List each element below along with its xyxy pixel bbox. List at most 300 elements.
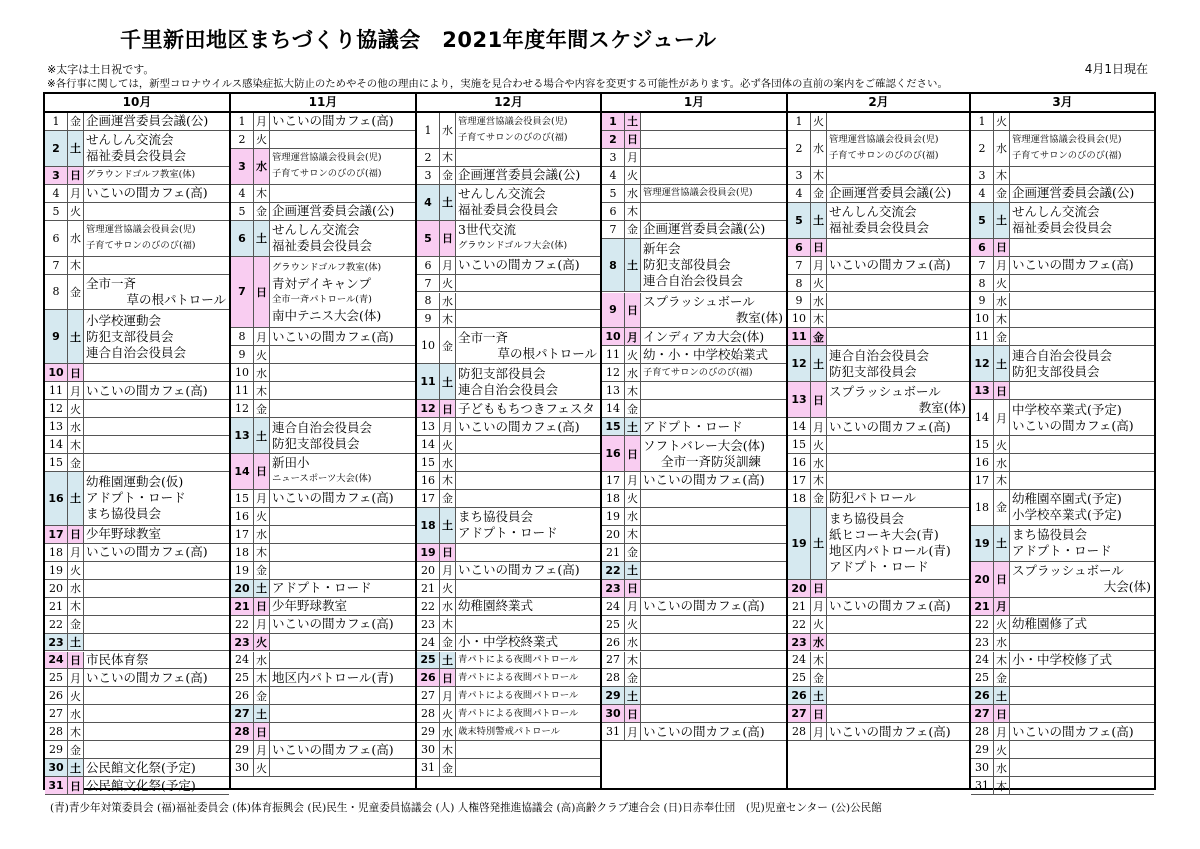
- day-number: 26: [602, 634, 625, 651]
- day-number: 9: [45, 310, 68, 363]
- weekday: 土: [994, 687, 1010, 704]
- event-cell: [641, 382, 786, 399]
- event-cell: [827, 616, 969, 633]
- event-text: グラウンドゴルフ教室(体): [86, 169, 196, 181]
- day-number: 11: [231, 382, 254, 399]
- day-number: 23: [788, 634, 811, 651]
- day-row: [417, 759, 600, 777]
- weekday: 日: [440, 544, 456, 561]
- event-cell: [1010, 741, 1154, 758]
- weekday: 火: [994, 436, 1010, 453]
- day-row: [971, 131, 1154, 167]
- day-row: [788, 454, 969, 472]
- weekday: 水: [625, 185, 641, 202]
- day-number: 7: [971, 257, 994, 274]
- event-cell: [1010, 526, 1154, 561]
- weekday: 土: [625, 562, 641, 579]
- weekday: 木: [811, 310, 827, 327]
- day-row: [788, 131, 969, 167]
- weekday: 水: [625, 364, 641, 381]
- event-text: 福祉委員会役員会: [1012, 220, 1113, 236]
- day-number: 7: [231, 257, 254, 328]
- day-row: [788, 328, 969, 346]
- weekday: 水: [254, 364, 270, 381]
- day-row: [788, 490, 969, 508]
- day-number: 13: [417, 418, 440, 435]
- weekday: 土: [440, 508, 456, 543]
- weekday: 金: [811, 669, 827, 686]
- day-number: 28: [417, 705, 440, 722]
- weekday: 火: [811, 436, 827, 453]
- event-text: 管理運営協議会役員会(児): [1012, 134, 1122, 146]
- weekday: 日: [254, 723, 270, 740]
- event-cell: [270, 203, 415, 220]
- day-number: 17: [788, 472, 811, 489]
- event-cell: [1010, 400, 1154, 435]
- weekday: 木: [254, 185, 270, 202]
- day-number: 23: [602, 580, 625, 597]
- day-row: [602, 149, 786, 167]
- day-row: [971, 346, 1154, 382]
- day-row: [231, 149, 415, 185]
- day-number: 22: [602, 562, 625, 579]
- event-text: 青パトによる夜間パトロール: [458, 653, 579, 665]
- day-number: 28: [971, 723, 994, 740]
- day-row: [231, 490, 415, 508]
- event-cell: [84, 472, 229, 525]
- day-number: 14: [45, 436, 68, 453]
- day-number: 9: [417, 310, 440, 327]
- event-cell: [641, 544, 786, 561]
- day-row: [602, 113, 786, 131]
- day-row: [788, 705, 969, 723]
- event-text: 管理運営協議会役員会(児): [643, 187, 753, 199]
- event-text: グラウンドゴルフ教室(体): [272, 261, 382, 273]
- day-number: 10: [788, 310, 811, 327]
- event-text: 防犯支部役員会: [86, 328, 174, 344]
- weekday: 日: [625, 436, 641, 471]
- event-cell: [456, 652, 600, 669]
- event-text: 3世代交流: [458, 222, 516, 238]
- day-number: 20: [45, 580, 68, 597]
- event-text: いこいの間カフェ(高): [272, 490, 394, 506]
- day-number: 24: [971, 652, 994, 669]
- day-row: [602, 346, 786, 364]
- day-row: [417, 364, 600, 400]
- weekday: 火: [994, 616, 1010, 633]
- event-cell: [84, 400, 229, 417]
- weekday: 火: [440, 580, 456, 597]
- weekday: 木: [625, 652, 641, 669]
- day-number: 19: [971, 526, 994, 561]
- weekday: 金: [440, 634, 456, 651]
- day-number: 24: [417, 634, 440, 651]
- day-number: 4: [788, 185, 811, 202]
- day-number: 24: [45, 652, 68, 669]
- weekday: 金: [994, 185, 1010, 202]
- day-row: [788, 418, 969, 436]
- event-text: まち協役員会: [458, 509, 534, 525]
- event-cell: [641, 687, 786, 704]
- event-text: 新田小: [272, 455, 310, 471]
- weekday: 月: [811, 723, 827, 740]
- event-cell: [1010, 652, 1154, 669]
- event-text: 大会(体): [1103, 579, 1151, 595]
- weekday: 水: [811, 293, 827, 310]
- weekday: 日: [68, 364, 84, 381]
- day-number: 31: [602, 723, 625, 740]
- event-cell: [270, 257, 415, 328]
- day-row: [788, 616, 969, 634]
- event-cell: [1010, 185, 1154, 202]
- day-number: 4: [602, 167, 625, 184]
- weekday: 金: [994, 328, 1010, 345]
- as-of-date: 4月1日現在: [1084, 62, 1148, 76]
- day-number: 16: [45, 472, 68, 525]
- day-number: 3: [971, 167, 994, 184]
- weekday: 土: [625, 687, 641, 704]
- weekday: 金: [68, 616, 84, 633]
- day-row: [45, 131, 229, 167]
- month-header: 10月: [45, 94, 229, 113]
- day-row: [45, 634, 229, 652]
- day-number: 12: [45, 400, 68, 417]
- event-cell: [641, 598, 786, 615]
- day-row: [971, 382, 1154, 400]
- day-row: [788, 167, 969, 185]
- weekday: 月: [254, 490, 270, 507]
- event-text: いこいの間カフェ(高): [1012, 417, 1134, 433]
- day-number: 20: [602, 526, 625, 543]
- event-cell: [270, 759, 415, 776]
- day-row: [417, 293, 600, 311]
- weekday: 火: [994, 113, 1010, 130]
- day-number: 15: [971, 436, 994, 453]
- event-cell: [641, 346, 786, 363]
- day-number: 11: [602, 346, 625, 363]
- day-row: [231, 400, 415, 418]
- event-cell: [84, 436, 229, 453]
- day-row: [788, 634, 969, 652]
- day-row: [602, 616, 786, 634]
- weekday: 土: [68, 759, 84, 776]
- event-text: いこいの間カフェ(高): [86, 185, 208, 201]
- day-row: [602, 562, 786, 580]
- day-number: 12: [231, 400, 254, 417]
- event-cell: [456, 669, 600, 686]
- weekday: 月: [994, 257, 1010, 274]
- weekday: 木: [994, 777, 1010, 794]
- event-cell: [1010, 293, 1154, 310]
- weekday: 木: [625, 526, 641, 543]
- day-number: 4: [231, 185, 254, 202]
- event-text: 管理運営協議会役員会(児): [458, 116, 568, 128]
- day-row: [45, 275, 229, 311]
- day-row: [602, 472, 786, 490]
- event-text: せんしん交流会: [458, 186, 546, 202]
- event-text: 企画運営委員会議(公): [1012, 185, 1135, 201]
- day-number: 9: [788, 293, 811, 310]
- day-row: [971, 275, 1154, 293]
- day-row: [602, 598, 786, 616]
- day-row: [45, 723, 229, 741]
- weekday: 月: [440, 562, 456, 579]
- event-cell: [456, 472, 600, 489]
- day-row: [971, 400, 1154, 436]
- event-cell: [641, 634, 786, 651]
- weekday: 火: [811, 275, 827, 292]
- event-cell: [84, 616, 229, 633]
- event-cell: [641, 436, 786, 471]
- weekday: 土: [811, 508, 827, 579]
- day-row: [971, 526, 1154, 562]
- weekday: 月: [811, 257, 827, 274]
- weekday: 土: [440, 364, 456, 399]
- event-cell: [270, 185, 415, 202]
- weekday: 木: [994, 167, 1010, 184]
- event-text: 企画運営委員会議(公): [458, 167, 581, 183]
- day-row: [231, 652, 415, 670]
- weekday: 水: [68, 221, 84, 256]
- day-row: [788, 723, 969, 741]
- day-number: 27: [417, 687, 440, 704]
- event-cell: [456, 705, 600, 722]
- day-number: 20: [971, 562, 994, 597]
- event-cell: [270, 562, 415, 579]
- event-text: 全市一斉: [86, 275, 137, 291]
- page-title: 千里新田地区まちづくり協議会 2021年度年間スケジュール: [120, 28, 717, 52]
- weekday: 土: [440, 652, 456, 669]
- event-cell: [641, 508, 786, 525]
- day-row: [602, 382, 786, 400]
- day-row: [602, 185, 786, 203]
- event-cell: [84, 759, 229, 776]
- day-number: 25: [971, 669, 994, 686]
- day-number: 10: [45, 364, 68, 381]
- day-row: [417, 634, 600, 652]
- day-row: [971, 472, 1154, 490]
- event-cell: [84, 131, 229, 166]
- weekday: 月: [254, 741, 270, 758]
- day-row: [971, 759, 1154, 777]
- day-number: 15: [417, 454, 440, 471]
- day-row: [417, 705, 600, 723]
- day-number: 28: [45, 723, 68, 740]
- day-row: [602, 418, 786, 436]
- weekday: 金: [625, 544, 641, 561]
- event-cell: [641, 616, 786, 633]
- event-cell: [1010, 257, 1154, 274]
- weekday: 日: [811, 239, 827, 256]
- day-number: 26: [231, 687, 254, 704]
- event-cell: [456, 741, 600, 758]
- day-number: 4: [971, 185, 994, 202]
- day-number: 18: [971, 490, 994, 525]
- day-number: 24: [788, 652, 811, 669]
- event-text: せんしん交流会: [829, 204, 917, 220]
- day-row: [231, 418, 415, 454]
- event-text: 小・中学校修了式: [1012, 651, 1113, 667]
- day-row: [231, 508, 415, 526]
- event-text: いこいの間カフェ(高): [458, 418, 580, 434]
- day-number: 13: [602, 382, 625, 399]
- event-cell: [827, 723, 969, 740]
- weekday: 木: [811, 472, 827, 489]
- event-cell: [827, 508, 969, 579]
- weekday: 火: [811, 616, 827, 633]
- weekday: 月: [625, 149, 641, 166]
- event-cell: [641, 328, 786, 345]
- weekday: 火: [440, 705, 456, 722]
- event-text: 子育てサロンのびのび(福): [829, 150, 939, 162]
- day-number: 26: [971, 687, 994, 704]
- event-cell: [84, 221, 229, 256]
- weekday: 水: [68, 580, 84, 597]
- weekday: 火: [68, 562, 84, 579]
- event-text: いこいの間カフェ(高): [272, 328, 394, 344]
- weekday: 火: [254, 634, 270, 651]
- day-row: [231, 580, 415, 598]
- day-row: [602, 221, 786, 239]
- day-row: [788, 275, 969, 293]
- weekday: 日: [254, 257, 270, 328]
- day-number: 15: [45, 454, 68, 471]
- day-row: [45, 705, 229, 723]
- weekday: 金: [994, 490, 1010, 525]
- event-cell: [1010, 472, 1154, 489]
- day-number: 17: [45, 526, 68, 543]
- weekday: 土: [994, 346, 1010, 381]
- event-text: 少年野球教室: [86, 526, 162, 542]
- event-text: 市民体育祭: [86, 651, 149, 667]
- day-number: 11: [417, 364, 440, 399]
- event-cell: [84, 562, 229, 579]
- day-row: [231, 616, 415, 634]
- month-column-dec: [417, 94, 602, 788]
- day-number: 2: [231, 131, 254, 148]
- day-number: 11: [788, 328, 811, 345]
- event-text: いこいの間カフェ(高): [643, 472, 765, 488]
- day-row: [971, 239, 1154, 257]
- day-row: [231, 669, 415, 687]
- day-row: [45, 257, 229, 275]
- event-text: 連合自治会役員会: [86, 344, 187, 360]
- weekday: 日: [68, 652, 84, 669]
- weekday: 日: [68, 526, 84, 543]
- day-number: 1: [602, 113, 625, 130]
- event-text: いこいの間カフェ(高): [86, 544, 208, 560]
- day-row: [45, 418, 229, 436]
- day-number: 29: [45, 741, 68, 758]
- weekday: 火: [254, 346, 270, 363]
- day-number: 25: [45, 669, 68, 686]
- event-text: 青パトによる夜間パトロール: [458, 671, 579, 683]
- weekday: 木: [440, 741, 456, 758]
- event-cell: [456, 616, 600, 633]
- weekday: 木: [811, 167, 827, 184]
- day-row: [417, 328, 600, 364]
- day-number: 30: [45, 759, 68, 776]
- day-row: [45, 472, 229, 526]
- weekday: 日: [254, 598, 270, 615]
- weekday: 金: [68, 454, 84, 471]
- weekday: 水: [68, 418, 84, 435]
- day-row: [231, 454, 415, 490]
- event-cell: [84, 544, 229, 561]
- weekday: 日: [440, 221, 456, 256]
- day-row: [417, 490, 600, 508]
- day-row: [417, 167, 600, 185]
- event-cell: [270, 723, 415, 740]
- day-number: 15: [231, 490, 254, 507]
- weekday: 月: [625, 472, 641, 489]
- weekday: 木: [625, 203, 641, 220]
- event-text: 紙ヒコーキ大会(青): [829, 527, 939, 543]
- event-text: 防犯支部役員会: [272, 435, 360, 451]
- day-row: [602, 364, 786, 382]
- day-number: 2: [417, 149, 440, 166]
- event-text: いこいの間カフェ(高): [643, 723, 765, 739]
- event-cell: [641, 364, 786, 381]
- weekday: 木: [68, 257, 84, 274]
- event-cell: [827, 346, 969, 381]
- event-text: 福祉委員会役員会: [86, 148, 187, 164]
- day-number: 7: [788, 257, 811, 274]
- day-row: [602, 508, 786, 526]
- event-text: 企画運営委員会議(公): [272, 203, 395, 219]
- day-number: 27: [971, 705, 994, 722]
- day-row: [231, 203, 415, 221]
- weekday: 木: [440, 310, 456, 327]
- day-number: 25: [417, 652, 440, 669]
- day-number: 13: [788, 382, 811, 417]
- day-number: 8: [971, 275, 994, 292]
- event-text: せんしん交流会: [86, 132, 174, 148]
- event-text: いこいの間カフェ(高): [829, 598, 951, 614]
- day-number: 30: [231, 759, 254, 776]
- event-cell: [1010, 616, 1154, 633]
- event-text: 企画運営委員会議(公): [643, 221, 766, 237]
- day-number: 17: [231, 526, 254, 543]
- event-cell: [456, 544, 600, 561]
- day-row: [602, 131, 786, 149]
- weekday: 月: [811, 598, 827, 615]
- day-number: 6: [45, 221, 68, 256]
- event-cell: [641, 203, 786, 220]
- weekday: 火: [625, 490, 641, 507]
- day-row: [788, 382, 969, 418]
- event-text: 企画運営委員会議(公): [86, 113, 209, 129]
- day-number: 25: [231, 669, 254, 686]
- day-row: [45, 310, 229, 364]
- day-row: [971, 328, 1154, 346]
- weekday: 水: [994, 293, 1010, 310]
- day-row: [602, 400, 786, 418]
- weekday: 土: [254, 418, 270, 453]
- event-cell: [641, 239, 786, 292]
- weekday: 金: [994, 669, 1010, 686]
- event-text: 子育てサロンのびのび(福): [272, 168, 382, 180]
- day-number: 26: [788, 687, 811, 704]
- day-row: [602, 526, 786, 544]
- weekday: 水: [254, 149, 270, 184]
- event-text: 防犯支部役員会: [458, 365, 546, 381]
- event-text: 小学校運動会: [86, 312, 162, 328]
- month-column-jan: [602, 94, 788, 788]
- day-number: 19: [417, 544, 440, 561]
- day-number: 19: [602, 508, 625, 525]
- event-cell: [84, 687, 229, 704]
